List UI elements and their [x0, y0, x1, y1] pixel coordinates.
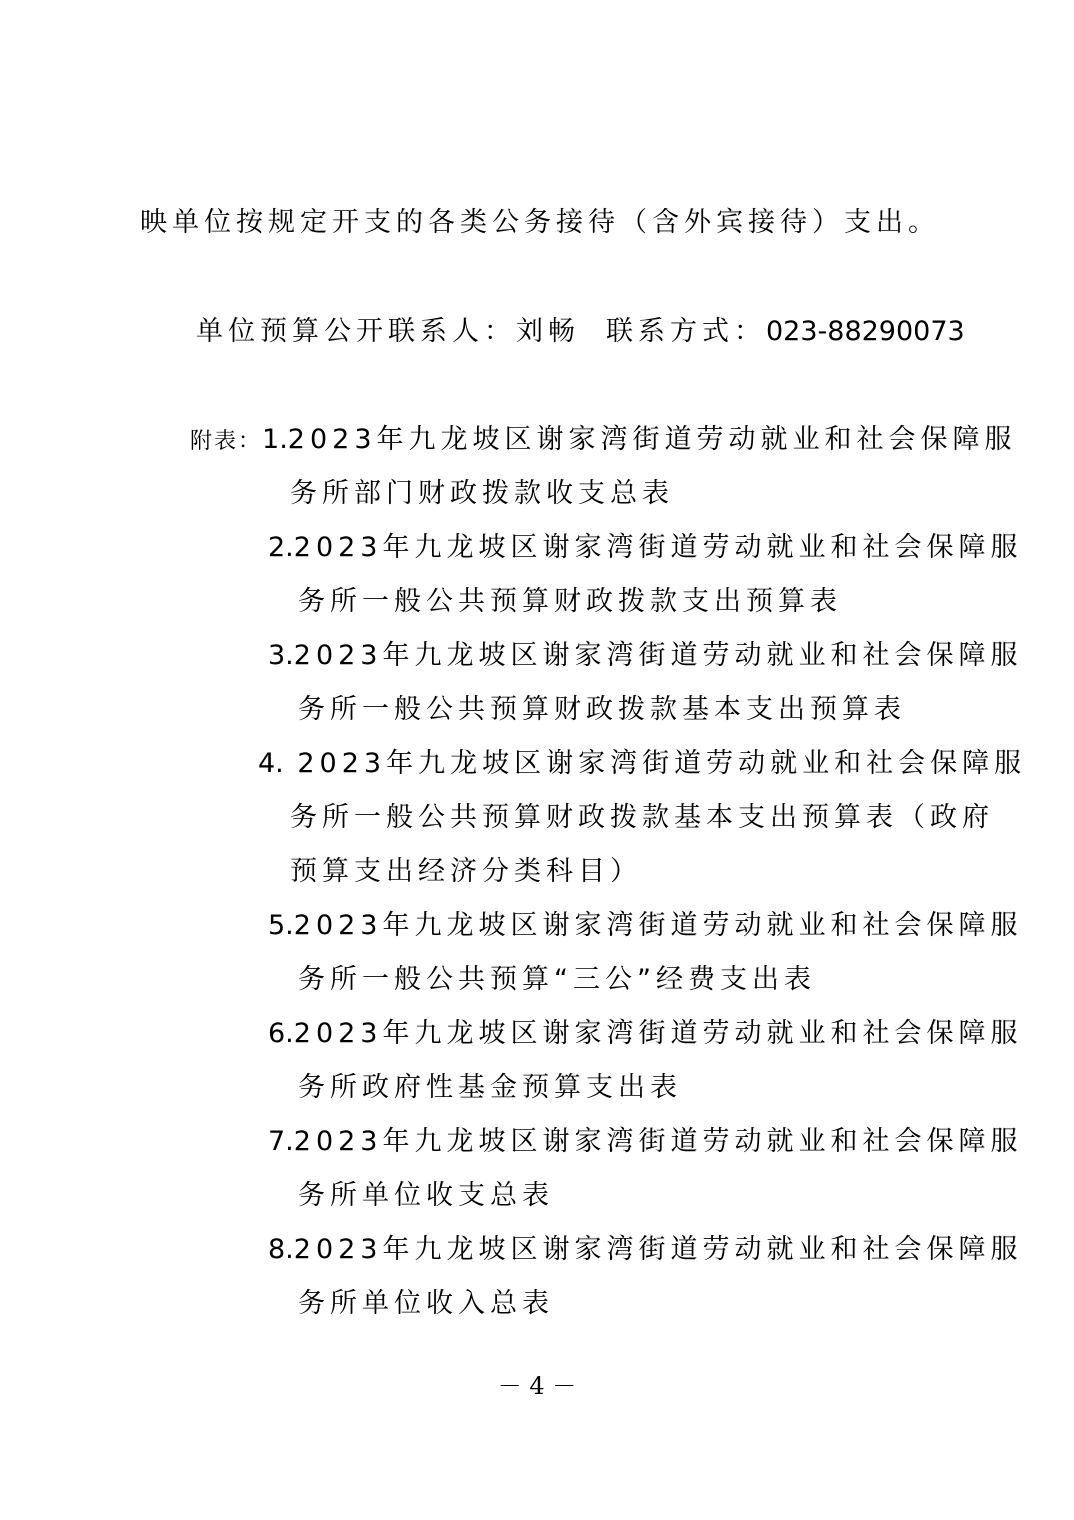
- attachment-title-line: 务所一般公共预算财政拨款基本支出预算表: [298, 694, 906, 725]
- contact-name: 刘畅: [516, 316, 580, 347]
- contact-phone: 023-88290073: [766, 316, 965, 347]
- attachment-title-line: 务所单位收支总表: [298, 1180, 554, 1211]
- attachment-title-line: 务所一般公共预算财政拨款支出预算表: [298, 586, 842, 617]
- attachment-item-7: [268, 1122, 1022, 1162]
- attachment-title-line: 务所一般公共预算财政拨款基本支出预算表（政府: [290, 802, 994, 833]
- attachment-item-1: [190, 420, 1017, 462]
- attachments-label: 附表：: [190, 429, 263, 454]
- attachment-item-2: [268, 528, 1022, 568]
- attachment-number: 5.: [268, 910, 294, 941]
- attachment-item-4: [258, 744, 1026, 784]
- attachment-title-line: 2023年九龙坡区谢家湾街道劳动就业和社会保障服: [293, 532, 1023, 563]
- attachment-title-line: 务所部门财政拨款收支总表: [290, 478, 674, 509]
- attachment-title-line: 务所政府性基金预算支出表: [298, 1072, 682, 1103]
- closing-paragraph-line: 映单位按规定开支的各类公务接待（含外宾接待）支出。: [140, 207, 940, 238]
- attachment-number: 7.: [268, 1126, 294, 1157]
- attachment-number: 3.: [268, 640, 294, 671]
- attachment-title-line: 务所单位收入总表: [298, 1288, 554, 1319]
- attachment-number: 6.: [268, 1018, 294, 1049]
- contact-label: 单位预算公开联系人：: [196, 316, 516, 347]
- attachment-title-line: 预算支出经济分类科目）: [290, 856, 642, 887]
- attachment-number: 8.: [268, 1234, 294, 1265]
- attachment-title-line: 2023年九龙坡区谢家湾街道劳动就业和社会保障服: [287, 424, 1017, 455]
- attachment-title-line: 2023年九龙坡区谢家湾街道劳动就业和社会保障服: [293, 640, 1023, 671]
- contact-line: [196, 312, 965, 352]
- attachment-title-line: 2023年九龙坡区谢家湾街道劳动就业和社会保障服: [293, 1234, 1023, 1265]
- attachment-title-line: 2023年九龙坡区谢家湾街道劳动就业和社会保障服: [293, 1126, 1023, 1157]
- attachment-number: 2.: [268, 532, 294, 563]
- attachment-item-8: [268, 1230, 1022, 1270]
- attachment-item-5: [268, 906, 1022, 946]
- attachment-title-line: 务所一般公共预算“三公”经费支出表: [298, 964, 816, 995]
- attachment-number: 4.: [258, 748, 284, 779]
- attachment-item-3: [268, 636, 1022, 676]
- attachment-title-line: 2023年九龙坡区谢家湾街道劳动就业和社会保障服: [293, 1018, 1023, 1049]
- attachment-title-line: 2023年九龙坡区谢家湾街道劳动就业和社会保障服: [293, 910, 1023, 941]
- attachment-item-6: [268, 1014, 1022, 1054]
- attachment-number: 1.: [262, 424, 288, 455]
- page-number: － 4 －: [497, 1372, 577, 1400]
- contact-method-label: 联系方式：: [606, 316, 766, 347]
- attachment-title-line: 2023年九龙坡区谢家湾街道劳动就业和社会保障服: [297, 748, 1027, 779]
